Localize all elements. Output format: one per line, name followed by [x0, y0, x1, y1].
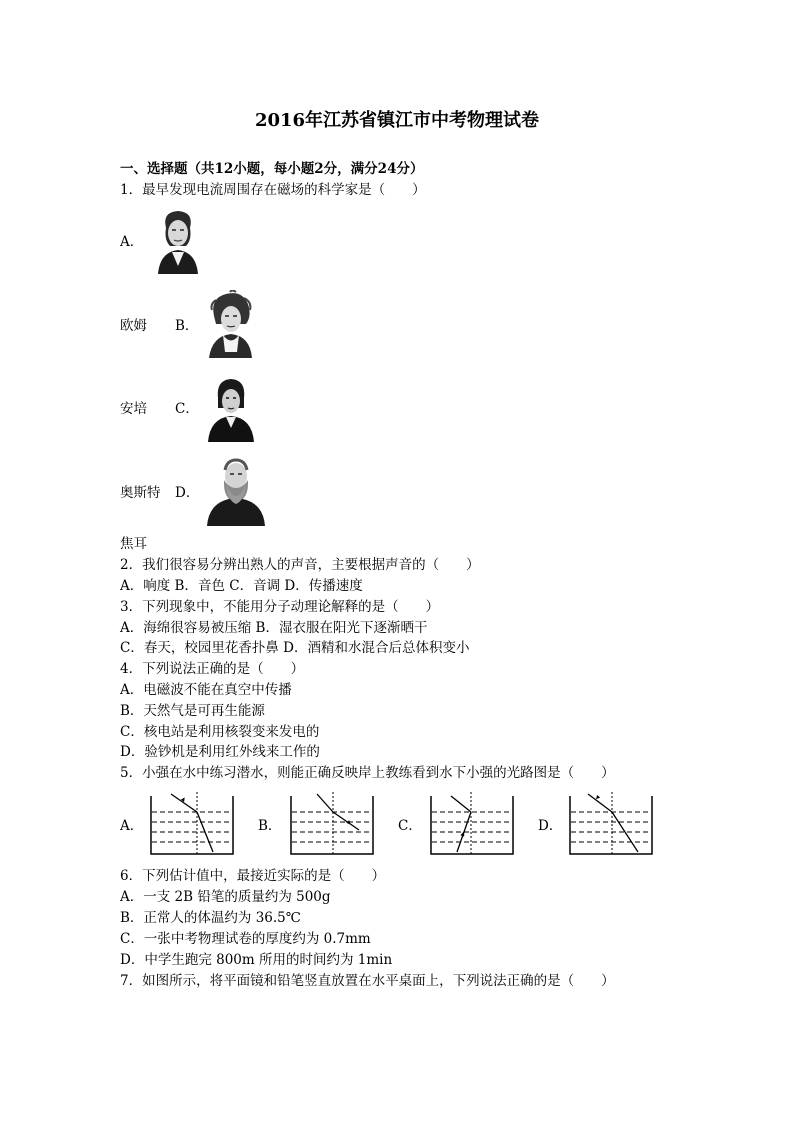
- q1-stem: 1．最早发现电流周围存在磁场的科学家是（ ）: [120, 182, 426, 198]
- q1-option-d-label: D．: [175, 485, 200, 501]
- q4-option-d: D．验钞机是利用红外线来工作的: [120, 744, 320, 760]
- q1-option-b-label: B．: [175, 318, 199, 334]
- light-path-diagram-c: [427, 790, 517, 862]
- q1-option-a-label: A．: [120, 234, 144, 250]
- light-path-diagram-a: [147, 790, 237, 862]
- portrait-d-image: [205, 456, 267, 526]
- q6-option-b: B．正常人的体温约为 36.5℃: [120, 910, 301, 926]
- q1-name-d: 焦耳: [120, 536, 147, 552]
- q1-option-c-label: C．: [175, 401, 199, 417]
- q5-option-c-label: C．: [398, 818, 422, 834]
- q2-stem: 2．我们很容易分辨出熟人的声音，主要根据声音的（ ）: [120, 557, 480, 573]
- q1-name-b: 安培: [120, 401, 147, 417]
- portrait-c-image: [204, 374, 256, 442]
- q2-options: A．响度 B．音色 C．音调 D．传播速度: [120, 578, 363, 594]
- light-path-diagram-d: [566, 790, 656, 862]
- light-path-diagram-b: [287, 790, 377, 862]
- q4-option-b: B．天然气是可再生能源: [120, 703, 265, 719]
- q5-option-d-label: D．: [538, 818, 563, 834]
- q5-stem: 5．小强在水中练习潜水，则能正确反映岸上教练看到水下小强的光路图是（ ）: [120, 765, 615, 781]
- portrait-b-image: [204, 290, 256, 358]
- q3-stem: 3．下列现象中，不能用分子动理论解释的是（ ）: [120, 599, 440, 615]
- q4-stem: 4．下列说法正确的是（ ）: [120, 661, 305, 677]
- q5-option-a-label: A．: [120, 818, 144, 834]
- q6-option-d: D．中学生跑完 800m 所用的时间约为 1min: [120, 952, 393, 968]
- q6-option-c: C．一张中考物理试卷的厚度约为 0.7mm: [120, 931, 371, 947]
- q3-options-line1: A．海绵很容易被压缩 B．湿衣服在阳光下逐渐晒干: [120, 620, 428, 636]
- q4-option-a: A．电磁波不能在真空中传播: [120, 682, 292, 698]
- q4-option-c: C．核电站是利用核裂变来发电的: [120, 724, 320, 740]
- q3-options-line2: C．春天，校园里花香扑鼻 D．酒精和水混合后总体积变小: [120, 640, 470, 656]
- portrait-a-image: [152, 206, 204, 274]
- q6-option-a: A．一支 2B 铅笔的质量约为 500g: [120, 889, 331, 905]
- q7-stem: 7．如图所示，将平面镜和铅笔竖直放置在水平桌面上，下列说法正确的是（ ）: [120, 973, 615, 989]
- page-title: 2016年江苏省镇江市中考物理试卷: [254, 110, 540, 131]
- q5-option-b-label: B．: [258, 818, 282, 834]
- q6-stem: 6．下列估计值中，最接近实际的是（ ）: [120, 868, 386, 884]
- q1-name-a: 欧姆: [120, 318, 147, 334]
- section-heading: 一、选择题（共12小题，每小题2分，满分24分）: [120, 161, 424, 177]
- q1-name-c: 奥斯特: [120, 485, 161, 501]
